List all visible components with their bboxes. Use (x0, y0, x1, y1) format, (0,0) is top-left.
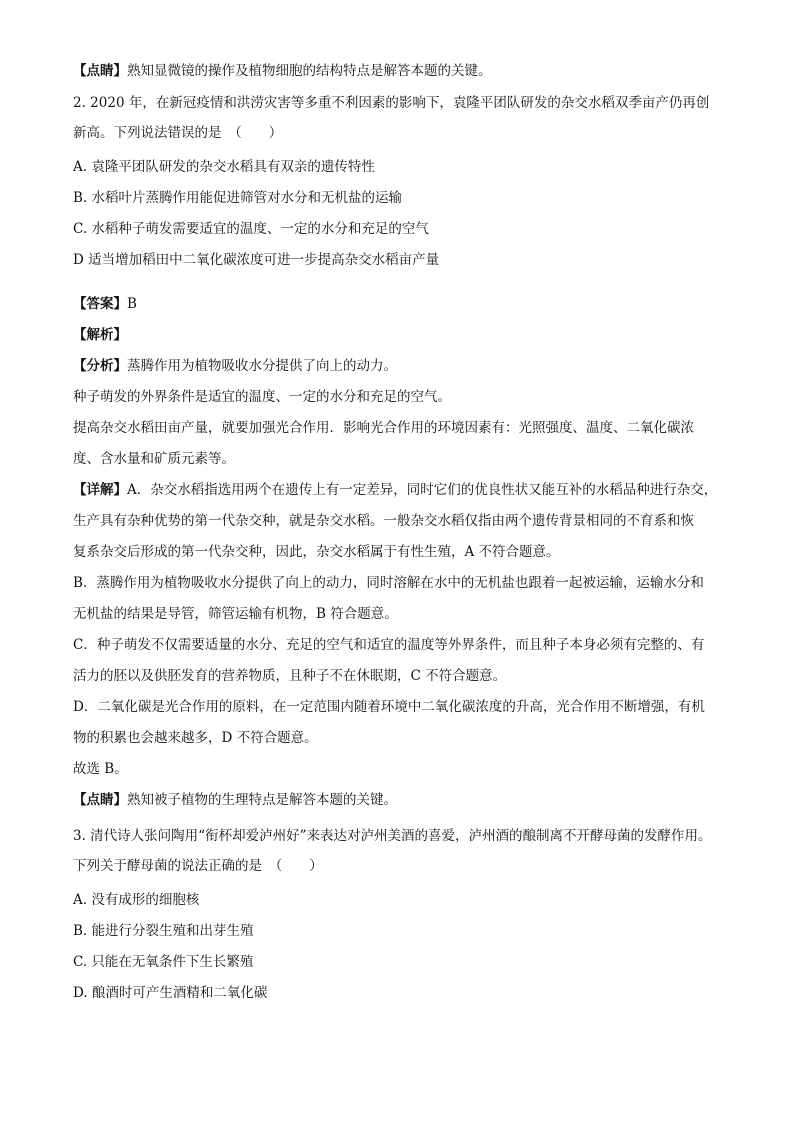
fenxi-tag: 【分析】 (73, 358, 127, 374)
note-tag: 【点睛】 (73, 63, 127, 79)
xiangjie-line-3: 复系杂交后形成的第一代杂交种，因此，杂交水稻属于有性生殖，A 不符合题意。 (73, 544, 560, 560)
question-2-option-d: D 适当增加稻田中二氧化碳浓度可进一步提高杂交水稻亩产量 (73, 252, 440, 268)
question-2-option-c: C. 水稻种子萌发需要适宜的温度、一定的水分和充足的空气 (73, 221, 429, 237)
answer-value: B (127, 296, 137, 312)
xiangjie-line-8: D．二氧化碳是光合作用的原料，在一定范围内随着环境中二氧化碳浓度的升高，光合作用不断增强，有机 (73, 699, 705, 715)
question-3-option-a: A. 没有成形的细胞核 (73, 892, 200, 908)
xiangjie-line-4: B．蒸腾作用为植物吸收水分提供了向上的动力，同时溶解在水中的无机盐也跟着一起被运输，运输水分和 (73, 575, 704, 591)
answer-line (73, 295, 137, 313)
xiangjie-line-7: 活力的胚以及供胚发育的营养物质，且种子不在休眠期，C 不符合题意。 (73, 668, 507, 684)
xiangjie-line-9: 物的积累也会越来越多，D 不符合题意。 (73, 730, 318, 746)
xiangjie-line-6: C．种子萌发不仅需要适量的水分、充足的空气和适宜的温度等外界条件，而且种子本身必须有完整的、有 (73, 637, 705, 653)
note-text: 熟知显微镜的操作及植物细胞的结构特点是解答本题的关键。 (127, 63, 492, 79)
question-3-stem-line-1: 3. 清代诗人张问陶用“衔杯却爱泸州好”来表达对泸州美酒的喜爱，泸州酒的酿制离不开酵母菌的发酵作用。 (73, 828, 712, 844)
xiangjie-line-10: 故选 B。 (73, 761, 128, 777)
fenxi-line-3: 提高杂交水稻田亩产量，就要加强光合作用．影响光合作用的环境因素有：光照强度、温度、二氧化碳浓 (73, 420, 694, 436)
xiangjie-line-1: 【详解】A．杂交水稻指选用两个在遗传上有一定差异，同时它们的优良性状又能互补的水稻品种进行杂交， (73, 482, 718, 498)
note-line (73, 62, 492, 80)
fenxi-line-1: 【分析】蒸腾作用为植物吸收水分提供了向上的动力。 (73, 358, 397, 374)
question-3-option-d: D. 酿酒时可产生酒精和二氧化碳 (73, 985, 268, 1001)
question-3-option-b: B. 能进行分裂生殖和出芽生殖 (73, 923, 254, 939)
fenxi-line-4: 度、含水量和矿质元素等。 (73, 451, 235, 467)
xiangjie-tag: 【详解】 (73, 482, 127, 498)
dianjing-line (73, 791, 397, 809)
dianjing-tag: 【点睛】 (73, 792, 127, 808)
question-2-stem-line-1: 2. 2020 年，在新冠疫情和洪涝灾害等多重不利因素的影响下，袁隆平团队研发的杂交水稻双季亩产仍再创 (73, 95, 710, 111)
question-2-option-b: B. 水稻叶片蒸腾作用能促进筛管对水分和无机盐的运输 (73, 190, 403, 206)
xiangjie-line-2: 生产具有杂种优势的第一代杂交种，就是杂交水稻。一般杂交水稻仅指由两个遗传背景相同的不育系和恢 (73, 513, 694, 529)
dianjing-text: 熟知被子植物的生理特点是解答本题的关键。 (127, 792, 397, 808)
analysis-tag: 【解析】 (73, 327, 127, 343)
fenxi-line-2: 种子萌发的外界条件是适宜的温度、一定的水分和充足的空气。 (73, 389, 451, 405)
answer-tag: 【答案】 (73, 296, 127, 312)
question-3-option-c: C. 只能在无氧条件下生长繁殖 (73, 954, 254, 970)
question-2-option-a: A. 袁隆平团队研发的杂交水稻具有双亲的遗传特性 (73, 159, 375, 175)
xiangjie-line-5: 无机盐的结果是导管，筛管运输有机物，B 符合题意。 (73, 606, 398, 622)
question-2-stem-line-2: 新高。下列说法错误的是 （ ） (73, 125, 283, 141)
question-3-stem-line-2: 下列关于酵母菌的说法正确的是 （ ） (73, 858, 323, 874)
